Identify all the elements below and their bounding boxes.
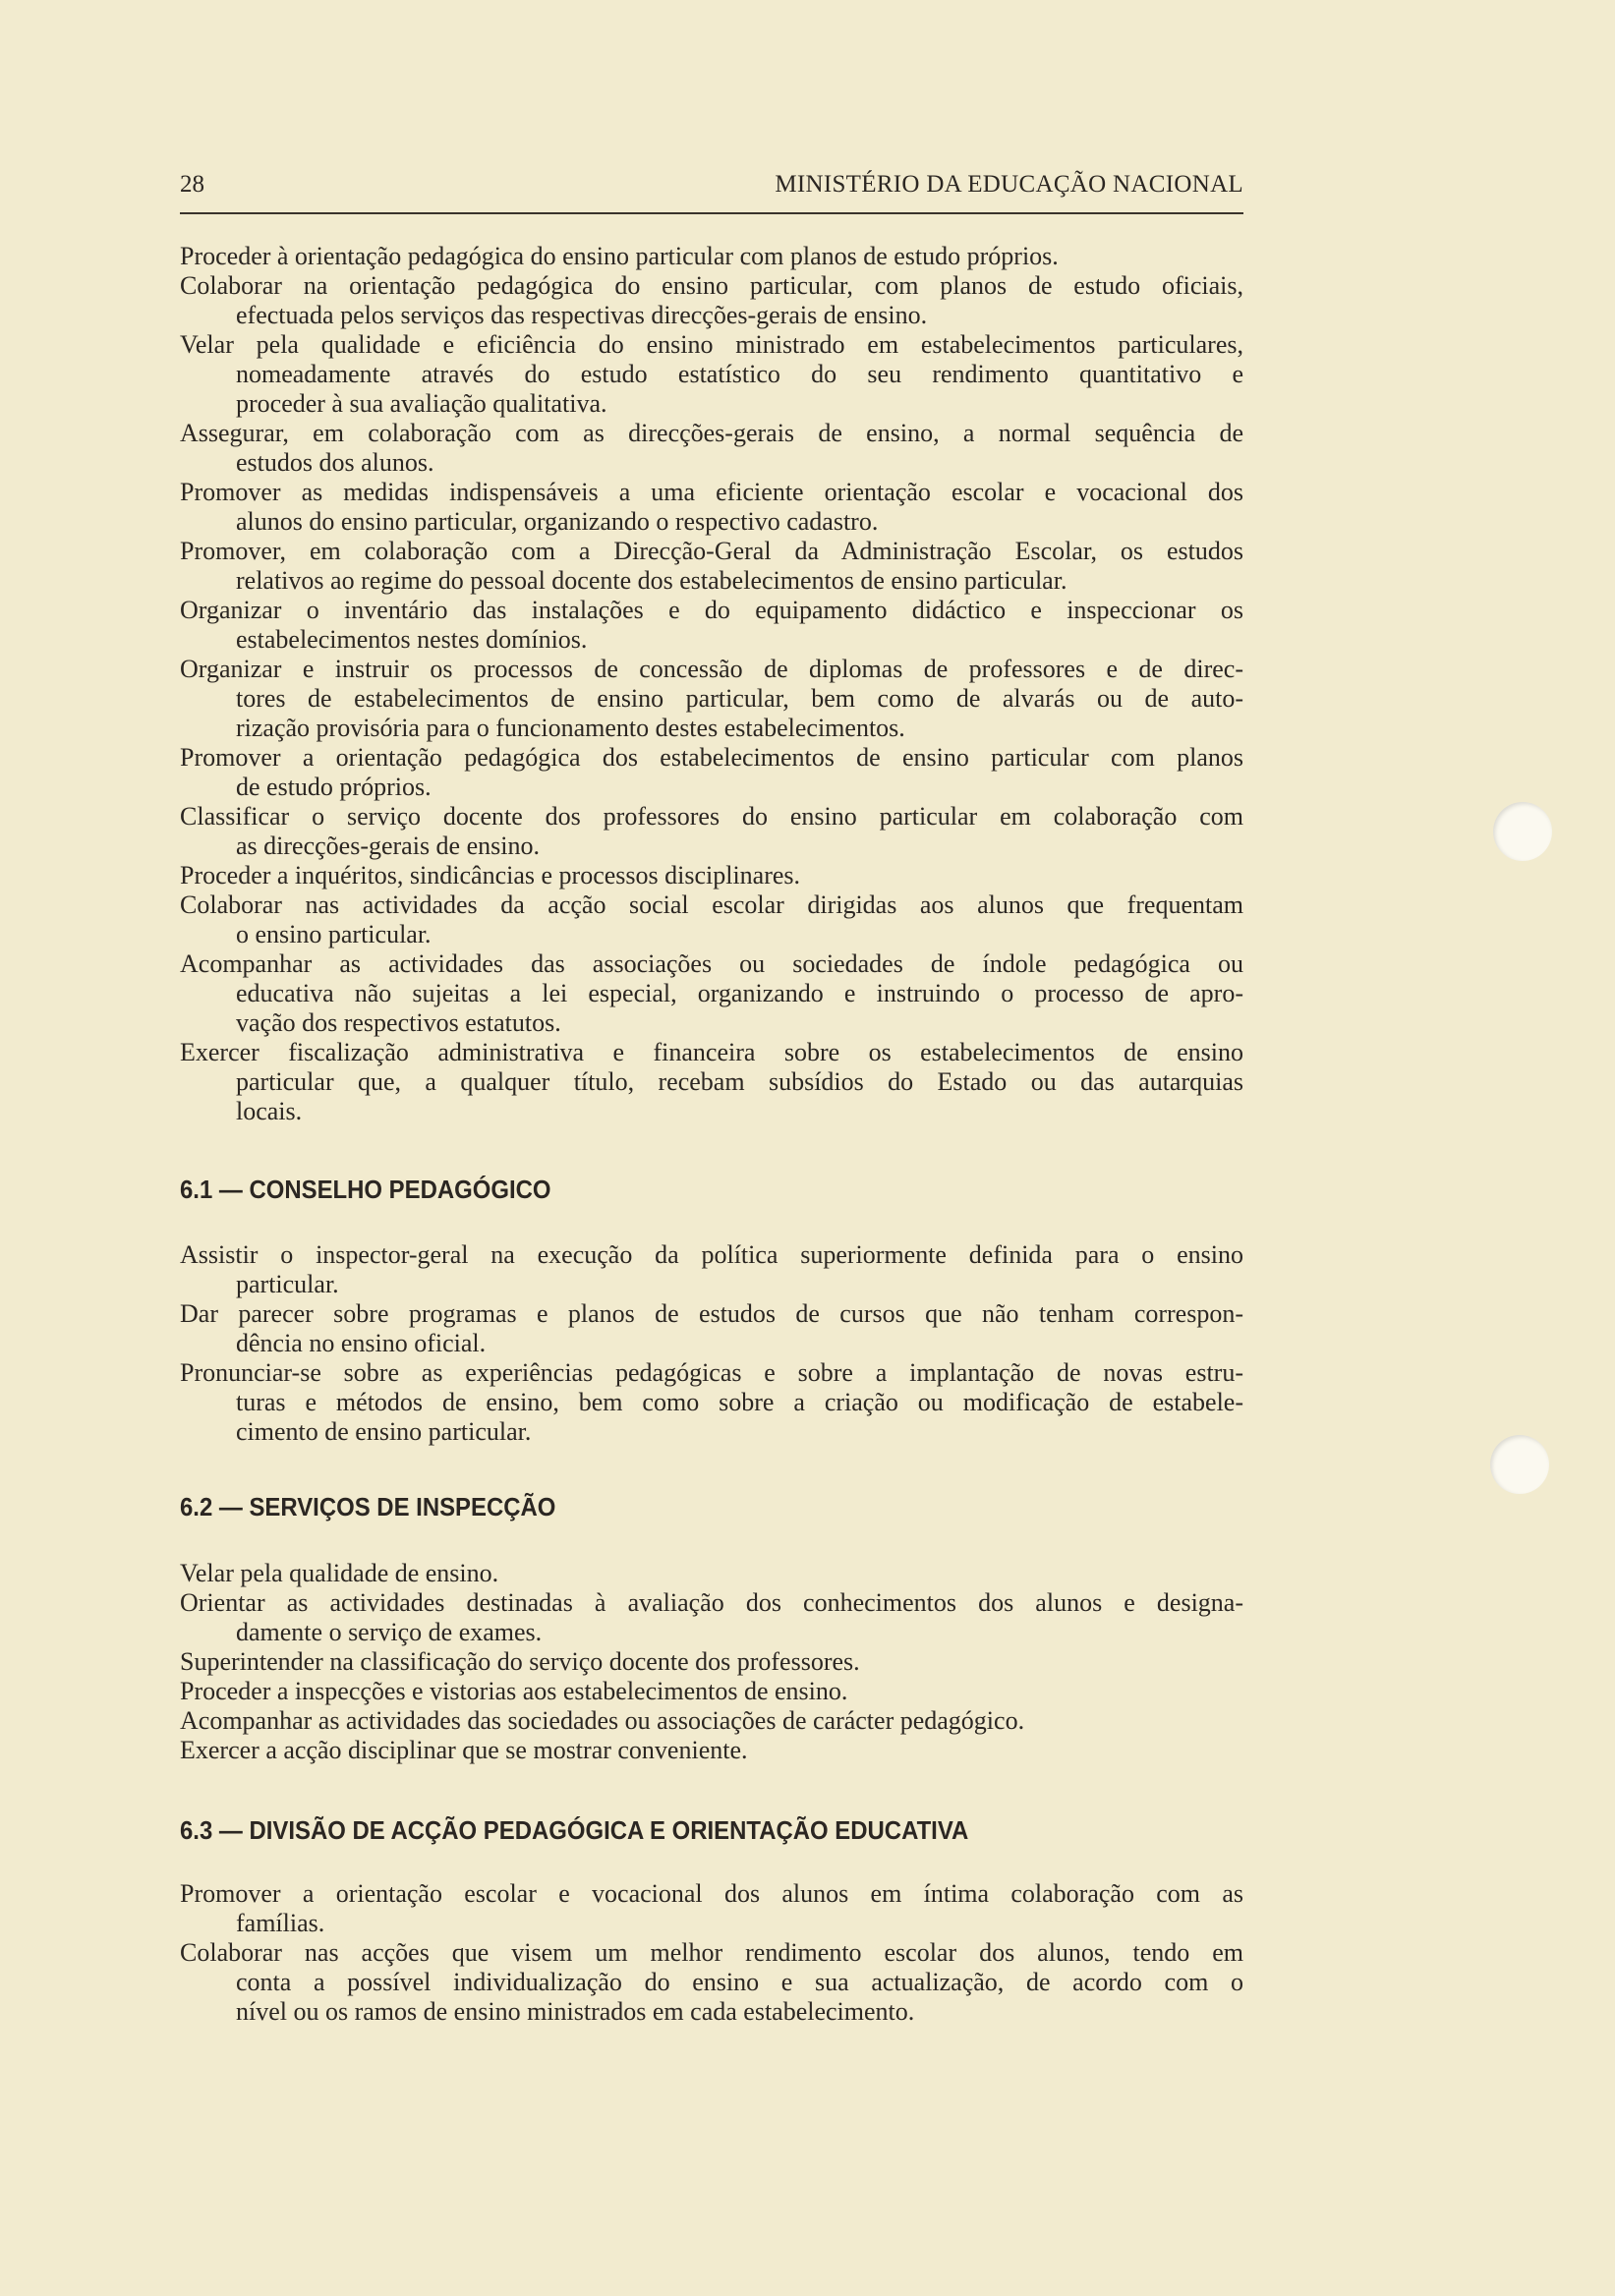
paragraph [180,1938,1243,2027]
text-line: particular. [236,1270,339,1298]
paragraph [180,1677,1243,1706]
section-6-2-text [180,1559,1243,1765]
paragraph [180,271,1243,330]
paragraph [180,1588,1243,1647]
paragraph [180,330,1243,419]
text-line: Velar pela qualidade de ensino. [180,1559,499,1587]
page-number: 28 [180,171,204,198]
text-line: conta a possível individualização do ensino e sua actualização, de acordo com o [236,1968,1243,1996]
text-line: Dar parecer sobre programas e planos de estudos de cursos que não tenham correspon- [180,1299,1243,1328]
punch-hole [1490,1435,1549,1494]
paragraph [180,596,1243,655]
paragraph [180,861,1243,890]
text-line: efectuada pelos serviços das respectivas direcções-gerais de ensino. [236,301,928,329]
running-title: MINISTÉRIO DA EDUCAÇÃO NACIONAL [775,171,1243,198]
paragraph [180,1559,1243,1588]
paragraph [180,242,1243,271]
punch-hole [1493,802,1552,861]
text-line: Superintender na classificação do serviço docente dos professores. [180,1647,860,1676]
paragraph [180,1038,1243,1126]
text-line: Organizar o inventário das instalações e do equipamento didáctico e inspeccionar os [180,596,1243,624]
text-line: o ensino particular. [236,920,432,948]
text-line: Pronunciar-se sobre as experiências pedagógicas e sobre a implantação de novas estru- [180,1358,1243,1387]
text-line: Promover a orientação pedagógica dos estabelecimentos de ensino particular com planos [180,743,1243,772]
text-line: Proceder a inquéritos, sindicâncias e processos disciplinares. [180,861,801,890]
section-heading-6-2: 6.2 — SERVIÇOS DE INSPECÇÃO [180,1492,556,1521]
paragraph [180,478,1243,537]
text-line: Velar pela qualidade e eficiência do ensino ministrado em estabelecimentos particulares, [180,330,1243,359]
text-line: particular que, a qualquer título, recebam subsídios do Estado ou das autarquias [236,1067,1243,1096]
text-line: dência no ensino oficial. [236,1329,487,1357]
text-line: Promover as medidas indispensáveis a uma eficiente orientação escolar e vocacional dos [180,478,1243,506]
page-header [180,171,1243,204]
text-line: nível ou os ramos de ensino ministrados em cada estabelecimento. [236,1997,915,2026]
text-line: estudos dos alunos. [236,448,434,477]
text-line: Colaborar nas actividades da acção social escolar dirigidas aos alunos que frequentam [180,890,1243,919]
text-line: locais. [236,1097,303,1125]
header-rule [180,212,1243,214]
paragraph [180,1647,1243,1677]
text-line: Acompanhar as actividades das associações ou sociedades de índole pedagógica ou [180,949,1243,978]
text-line: famílias. [236,1909,325,1937]
paragraph [180,1299,1243,1358]
text-line: Assistir o inspector-geral na execução da política superiormente definida para o ensino [180,1240,1243,1269]
text-line: tores de estabelecimentos de ensino particular, bem como de alvarás ou de auto- [236,684,1243,713]
text-line: Exercer fiscalização administrativa e financeira sobre os estabelecimentos de ensino [180,1038,1243,1066]
paragraph [180,655,1243,743]
text-line: rização provisória para o funcionamento destes estabelecimentos. [236,714,905,742]
text-line: Proceder à orientação pedagógica do ensino particular com planos de estudo próprios. [180,242,1059,270]
text-line: Orientar as actividades destinadas à avaliação dos conhecimentos dos alunos e designa- [180,1588,1243,1617]
text-line: Promover a orientação escolar e vocacional dos alunos em íntima colaboração com as [180,1879,1243,1908]
text-line: Classificar o serviço docente dos professores do ensino particular em colaboração com [180,802,1243,831]
paragraph [180,1358,1243,1447]
text-line: cimento de ensino particular. [236,1417,532,1446]
text-line: de estudo próprios. [236,773,432,801]
text-line: Organizar e instruir os processos de concessão de diplomas de professores e de direc- [180,655,1243,683]
paragraph [180,537,1243,596]
text-line: Assegurar, em colaboração com as direcções-gerais de ensino, a normal sequência de [180,419,1243,447]
text-line: vação dos respectivos estatutos. [236,1008,561,1037]
paragraph [180,1706,1243,1736]
text-line: Proceder a inspecções e vistorias aos estabelecimentos de ensino. [180,1677,848,1705]
paragraph [180,1879,1243,1938]
paragraph [180,1240,1243,1299]
section-6-3-text [180,1879,1243,2027]
paragraph [180,949,1243,1038]
text-line: Colaborar nas acções que visem um melhor rendimento escolar dos alunos, tendo em [180,1938,1243,1967]
paragraph [180,1736,1243,1765]
text-line: estabelecimentos nestes domínios. [236,625,588,654]
text-line: damente o serviço de exames. [236,1618,543,1646]
text-line: Promover, em colaboração com a Direcção-Geral da Administração Escolar, os estudos [180,537,1243,565]
text-line: Exercer a acção disciplinar que se mostrar conveniente. [180,1736,748,1764]
intro-text [180,242,1243,1126]
text-line: alunos do ensino particular, organizando o respectivo cadastro. [236,507,879,536]
text-line: turas e métodos de ensino, bem como sobre a criação ou modificação de estabele- [236,1388,1243,1416]
paragraph [180,743,1243,802]
section-heading-6-3: 6.3 — DIVISÃO DE ACÇÃO PEDAGÓGICA E ORIENTAÇÃO EDUCATIVA [180,1815,969,1845]
text-line: educativa não sujeitas a lei especial, organizando e instruindo o processo de apro- [236,979,1243,1007]
paragraph [180,890,1243,949]
section-6-1-text [180,1240,1243,1447]
text-line: Acompanhar as actividades das sociedades ou associações de carácter pedagógico. [180,1706,1025,1735]
text-line: relativos ao regime do pessoal docente dos estabelecimentos de ensino particular. [236,566,1067,595]
paragraph [180,419,1243,478]
paragraph [180,802,1243,861]
text-line: proceder à sua avaliação qualitativa. [236,389,607,418]
text-line: as direcções-gerais de ensino. [236,832,540,860]
section-heading-6-1: 6.1 — CONSELHO PEDAGÓGICO [180,1175,551,1204]
text-line: nomeadamente através do estudo estatístico do seu rendimento quantitativo e [236,360,1243,388]
text-line: Colaborar na orientação pedagógica do ensino particular, com planos de estudo oficiais, [180,271,1243,300]
